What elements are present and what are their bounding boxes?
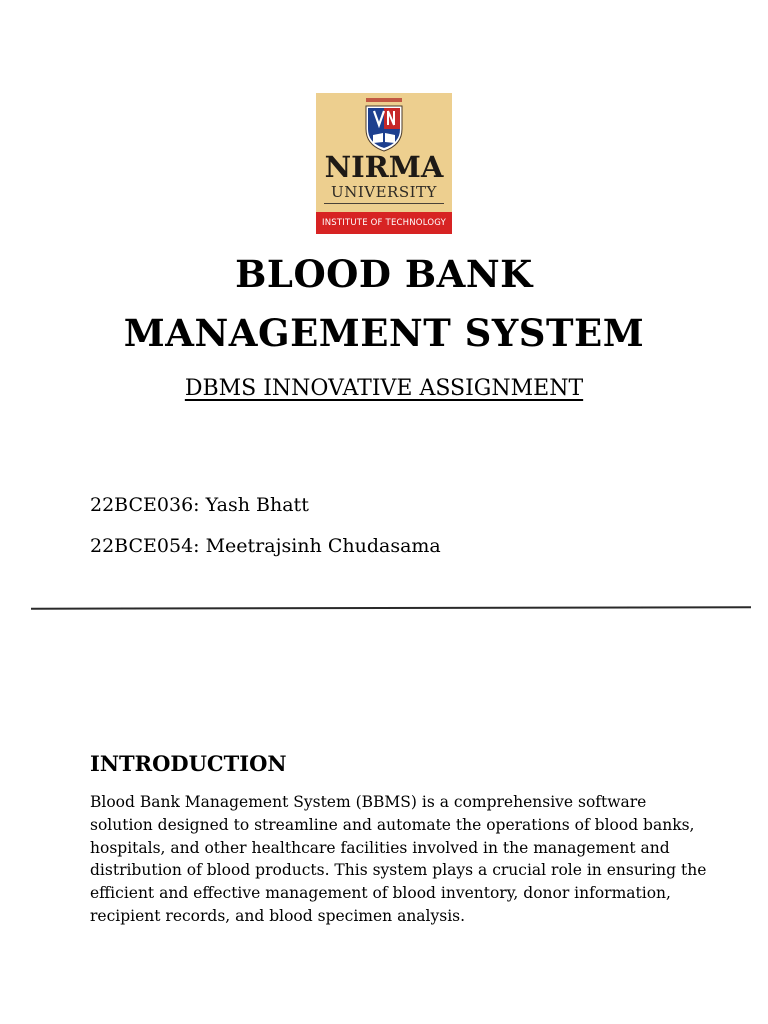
- document-subtitle: DBMS INNOVATIVE ASSIGNMENT: [184, 376, 584, 401]
- logo-band: INSTITUTE OF TECHNOLOGY: [316, 212, 452, 234]
- paragraph-line: solution designed to streamline and automate the operations of blood banks,: [90, 815, 695, 834]
- horizontal-divider: [31, 606, 751, 610]
- university-logo: [316, 93, 452, 234]
- paragraph-line: recipient records, and blood specimen analysis.: [90, 906, 466, 925]
- university-seal-icon: [360, 97, 408, 153]
- logo-subword: UNIVERSITY: [331, 183, 437, 201]
- logo-rule: [324, 203, 444, 204]
- logo-wordmark: NIRMA: [324, 150, 444, 184]
- document-title-line-2: MANAGEMENT SYSTEM: [123, 311, 645, 355]
- author-line: 22BCE054: Meetrajsinh Chudasama: [90, 535, 441, 557]
- paragraph-line: hospitals, and other healthcare facilities involved in the management and: [90, 838, 670, 857]
- document-title-line-1: BLOOD BANK: [235, 252, 533, 296]
- section-heading-introduction: INTRODUCTION: [90, 751, 287, 776]
- paragraph-line: distribution of blood products. This system plays a crucial role in ensuring the: [90, 861, 707, 880]
- paragraph-line: efficient and effective management of blood inventory, donor information,: [90, 884, 671, 903]
- paragraph-line: Blood Bank Management System (BBMS) is a comprehensive software: [90, 793, 647, 811]
- author-line: 22BCE036: Yash Bhatt: [90, 494, 309, 516]
- introduction-paragraph: [90, 791, 707, 928]
